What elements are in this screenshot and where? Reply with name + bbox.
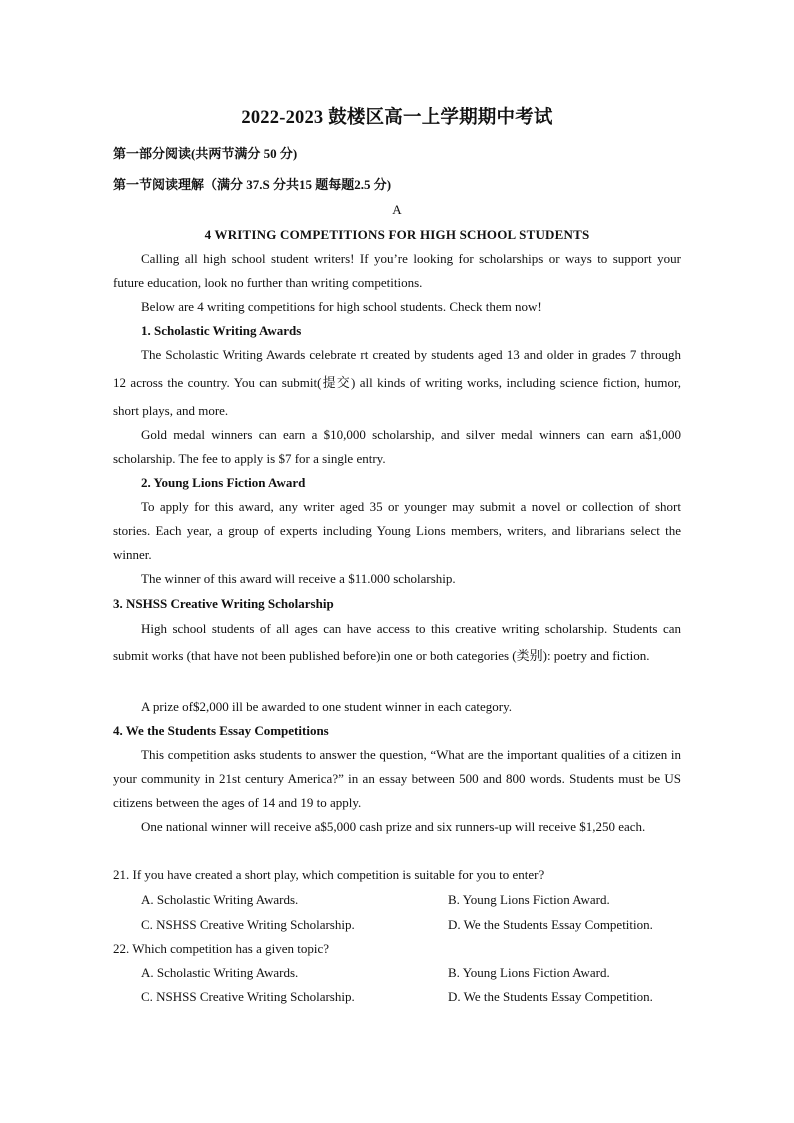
- question-21-option-d: D. We the Students Essay Competition.: [448, 917, 653, 932]
- question-22-option-d: D. We the Students Essay Competition.: [448, 989, 653, 1004]
- question-21-option-c: C. NSHSS Creative Writing Scholarship.: [141, 917, 355, 932]
- passage-title: 4 WRITING COMPETITIONS FOR HIGH SCHOOL STUDENTS: [204, 227, 590, 242]
- competition-2-heading: 2. Young Lions Fiction Award: [141, 475, 306, 490]
- question-22-option-b: B. Young Lions Fiction Award.: [448, 965, 610, 980]
- competition-1-heading: 1. Scholastic Writing Awards: [141, 323, 302, 338]
- competition-4-paragraph: This competition asks students to answer the question, “What are the important qualities of a citizen in your community in 21st century America?” in an essay between 500 and 800 words. Students must be US citizens between the ages of 14 and 19 to apply.: [113, 747, 681, 810]
- question-21-stem: 21. If you have created a short play, which competition is suitable for you to enter?: [113, 867, 545, 882]
- competition-3-prize: A prize of$2,000 ill be awarded to one student winner in each category.: [141, 699, 512, 714]
- intro-paragraph-2: Below are 4 writing competitions for high school students. Check them now!: [141, 299, 542, 314]
- question-21-option-a: A. Scholastic Writing Awards.: [141, 892, 299, 907]
- section-heading: 第一节阅读理解（满分 37.S 分共15 题每题2.5 分): [113, 177, 392, 192]
- competition-1-paragraph: The Scholastic Writing Awards celebrate rt created by students aged 13 and older in grades 7 through 12 across the country. You can submit(提交) all kinds of writing works, including science fiction, humor, short plays, and more.: [113, 347, 681, 418]
- question-22-option-a: A. Scholastic Writing Awards.: [141, 965, 299, 980]
- competition-2-prize: The winner of this award will receive a $11.000 scholarship.: [141, 571, 456, 586]
- passage-letter: A: [392, 202, 402, 217]
- competition-4-prizes: One national winner will receive a$5,000 cash prize and six runners-up will receive $1,250 each.: [141, 819, 646, 834]
- exam-title: 2022-2023 鼓楼区高一上学期期中考试: [241, 108, 553, 128]
- question-22-option-c: C. NSHSS Creative Writing Scholarship.: [141, 989, 355, 1004]
- competition-4-heading: 4. We the Students Essay Competitions: [113, 723, 329, 738]
- competition-2-paragraph: To apply for this award, any writer aged 35 or younger may submit a novel or collection of short stories. Each year, a group of experts including Young Lions members, writers, and librarians select the winner.: [113, 499, 681, 562]
- competition-3-heading: 3. NSHSS Creative Writing Scholarship: [113, 596, 334, 611]
- part-heading: 第一部分阅读(共两节满分 50 分): [113, 146, 298, 161]
- question-22-stem: 22. Which competition has a given topic?: [113, 941, 330, 956]
- competition-3-paragraph: High school students of all ages can have access to this creative writing scholarship. Students can submit works (that have not been published before)in one or both categories (类别): poetry and fiction.: [113, 621, 681, 663]
- intro-paragraph: Calling all high school student writers! If you’re looking for scholarships or ways to support your future education, look no further than writing competitions.: [113, 251, 681, 290]
- competition-1-prizes: Gold medal winners can earn a $10,000 scholarship, and silver medal winners can earn a$1,000 scholarship. The fee to apply is $7 for a single entry.: [113, 427, 681, 466]
- question-21-option-b: B. Young Lions Fiction Award.: [448, 892, 610, 907]
